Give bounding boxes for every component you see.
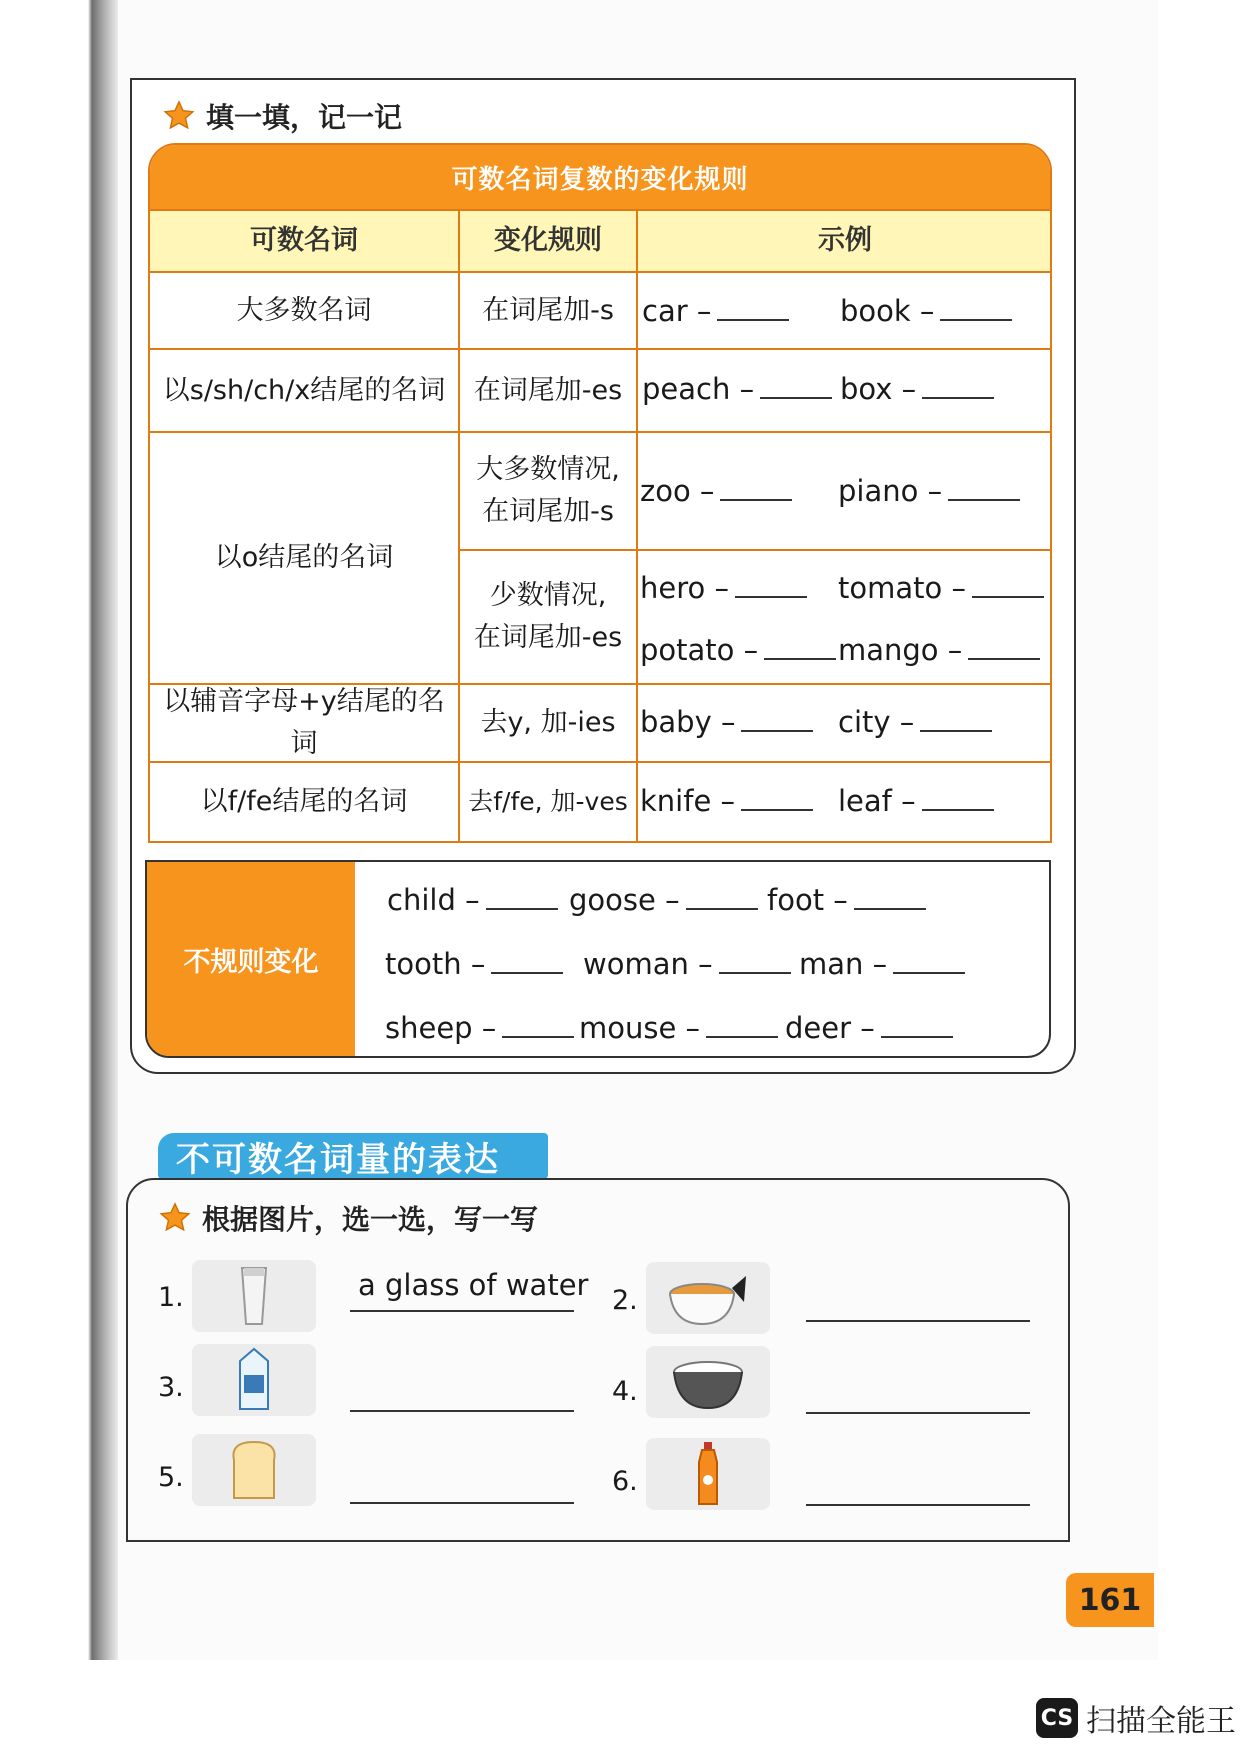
- answer-text: a glass of water: [358, 1268, 589, 1302]
- rule-cell-minority: 少数情况, 在词尾加-es: [473, 580, 623, 653]
- carton-of-milk-icon: [192, 1344, 316, 1416]
- noun-cell: 以o结尾的名词: [214, 542, 394, 573]
- example-leaf: leaf –: [838, 783, 994, 818]
- answer-blank[interactable]: [968, 632, 1040, 660]
- example-book: book –: [840, 293, 1012, 328]
- irregular-man: man –: [799, 946, 965, 981]
- answer-blank[interactable]: [720, 473, 792, 501]
- example-hero: hero –: [640, 570, 807, 605]
- example-tomato: tomato –: [838, 570, 1044, 605]
- example-city: city –: [838, 704, 992, 739]
- irregular-woman: woman –: [583, 946, 791, 981]
- noun-cell: 以s/sh/ch/x结尾的名词: [162, 374, 446, 406]
- answer-blank[interactable]: [686, 882, 758, 910]
- answer-blank[interactable]: [922, 371, 994, 399]
- watermark-text: 扫描全能王: [1086, 1704, 1236, 1739]
- section1-heading-text: 填一填，记一记: [206, 101, 403, 134]
- glass-of-water-icon: [192, 1260, 316, 1332]
- answer-blank[interactable]: [502, 1010, 574, 1038]
- irregular-deer: deer –: [785, 1010, 953, 1045]
- example-baby: baby –: [640, 704, 813, 739]
- example-peach: peach –: [642, 371, 832, 406]
- answer-line[interactable]: [806, 1320, 1030, 1322]
- irregular-tooth: tooth –: [385, 946, 563, 981]
- col-divider: [636, 209, 638, 843]
- noun-cell: 以f/fe结尾的名词: [200, 786, 408, 817]
- noun-cell: 以辅音字母+y结尾的名词: [163, 686, 445, 759]
- cs-logo-icon: CS: [1036, 1698, 1078, 1738]
- answer-blank[interactable]: [922, 783, 994, 811]
- rule-cell: 在词尾加-es: [473, 374, 623, 406]
- irregular-sheep: sheep –: [385, 1010, 574, 1045]
- answer-blank[interactable]: [854, 882, 926, 910]
- answer-line[interactable]: [350, 1310, 574, 1312]
- answer-blank[interactable]: [486, 882, 558, 910]
- example-knife: knife –: [640, 783, 813, 818]
- example-zoo: zoo –: [640, 473, 792, 508]
- question-number: 5.: [158, 1462, 184, 1493]
- header-rule: 变化规则: [494, 225, 602, 256]
- answer-blank[interactable]: [940, 293, 1012, 321]
- page-number: 161: [1066, 1573, 1154, 1627]
- example-car: car –: [642, 293, 789, 328]
- question-number: 6.: [612, 1466, 638, 1497]
- rule-cell-majority: 大多数情况, 在词尾加-s: [476, 454, 620, 527]
- header-example: 示例: [818, 225, 872, 256]
- question-number: 3.: [158, 1372, 184, 1403]
- irregular-foot: foot –: [767, 882, 926, 917]
- question-number: 2.: [612, 1285, 638, 1316]
- scanner-watermark: [1036, 1696, 1236, 1740]
- answer-blank[interactable]: [717, 293, 789, 321]
- irregular-child: child –: [387, 882, 558, 917]
- rule-cell: 在词尾加-s: [482, 294, 614, 326]
- section2-heading: [158, 1198, 538, 1238]
- example-box: box –: [840, 371, 994, 406]
- cup-of-tea-icon: [646, 1262, 770, 1334]
- answer-blank[interactable]: [735, 570, 807, 598]
- answer-blank[interactable]: [491, 946, 563, 974]
- bottle-of-juice-icon: [646, 1438, 770, 1510]
- answer-line[interactable]: [806, 1504, 1030, 1506]
- answer-blank[interactable]: [719, 946, 791, 974]
- section1-heading: [162, 96, 402, 136]
- star-icon: [162, 99, 196, 133]
- irregular-box: [145, 860, 1051, 1058]
- answer-blank[interactable]: [972, 570, 1044, 598]
- example-mango: mango –: [838, 632, 1040, 667]
- answer-blank[interactable]: [706, 1010, 778, 1038]
- rule-cell: 去f/fe, 加-ves: [468, 787, 628, 816]
- rule-cell: 去y, 加-ies: [480, 707, 616, 738]
- answer-blank[interactable]: [893, 946, 965, 974]
- answer-blank[interactable]: [920, 704, 992, 732]
- question-number: 4.: [612, 1376, 638, 1407]
- answer-blank[interactable]: [741, 783, 813, 811]
- irregular-mouse: mouse –: [579, 1010, 778, 1045]
- header-noun: 可数名词: [250, 225, 358, 256]
- answer-line[interactable]: [350, 1410, 574, 1412]
- section2-banner: 不可数名词量的表达: [158, 1133, 548, 1179]
- book-spine-shadow: [0, 0, 118, 1660]
- example-piano: piano –: [838, 473, 1020, 508]
- noun-cell: 大多数名词: [236, 294, 372, 326]
- plural-rules-table: [148, 143, 1052, 843]
- answer-blank[interactable]: [741, 704, 813, 732]
- answer-line[interactable]: [350, 1502, 574, 1504]
- slice-of-bread-icon: [192, 1434, 316, 1506]
- section2-heading-text: 根据图片，选一选，写一写: [202, 1203, 539, 1236]
- answer-blank[interactable]: [948, 473, 1020, 501]
- bowl-of-rice-icon: [646, 1346, 770, 1418]
- answer-blank[interactable]: [881, 1010, 953, 1038]
- answer-blank[interactable]: [760, 371, 832, 399]
- table-title: 可数名词复数的变化规则: [150, 145, 1050, 209]
- star-icon: [158, 1201, 192, 1235]
- example-potato: potato –: [640, 632, 836, 667]
- answer-line[interactable]: [806, 1412, 1030, 1414]
- irregular-goose: goose –: [569, 882, 758, 917]
- question-number: 1.: [158, 1282, 184, 1313]
- irregular-label: 不规则变化: [147, 862, 355, 1056]
- answer-blank[interactable]: [764, 632, 836, 660]
